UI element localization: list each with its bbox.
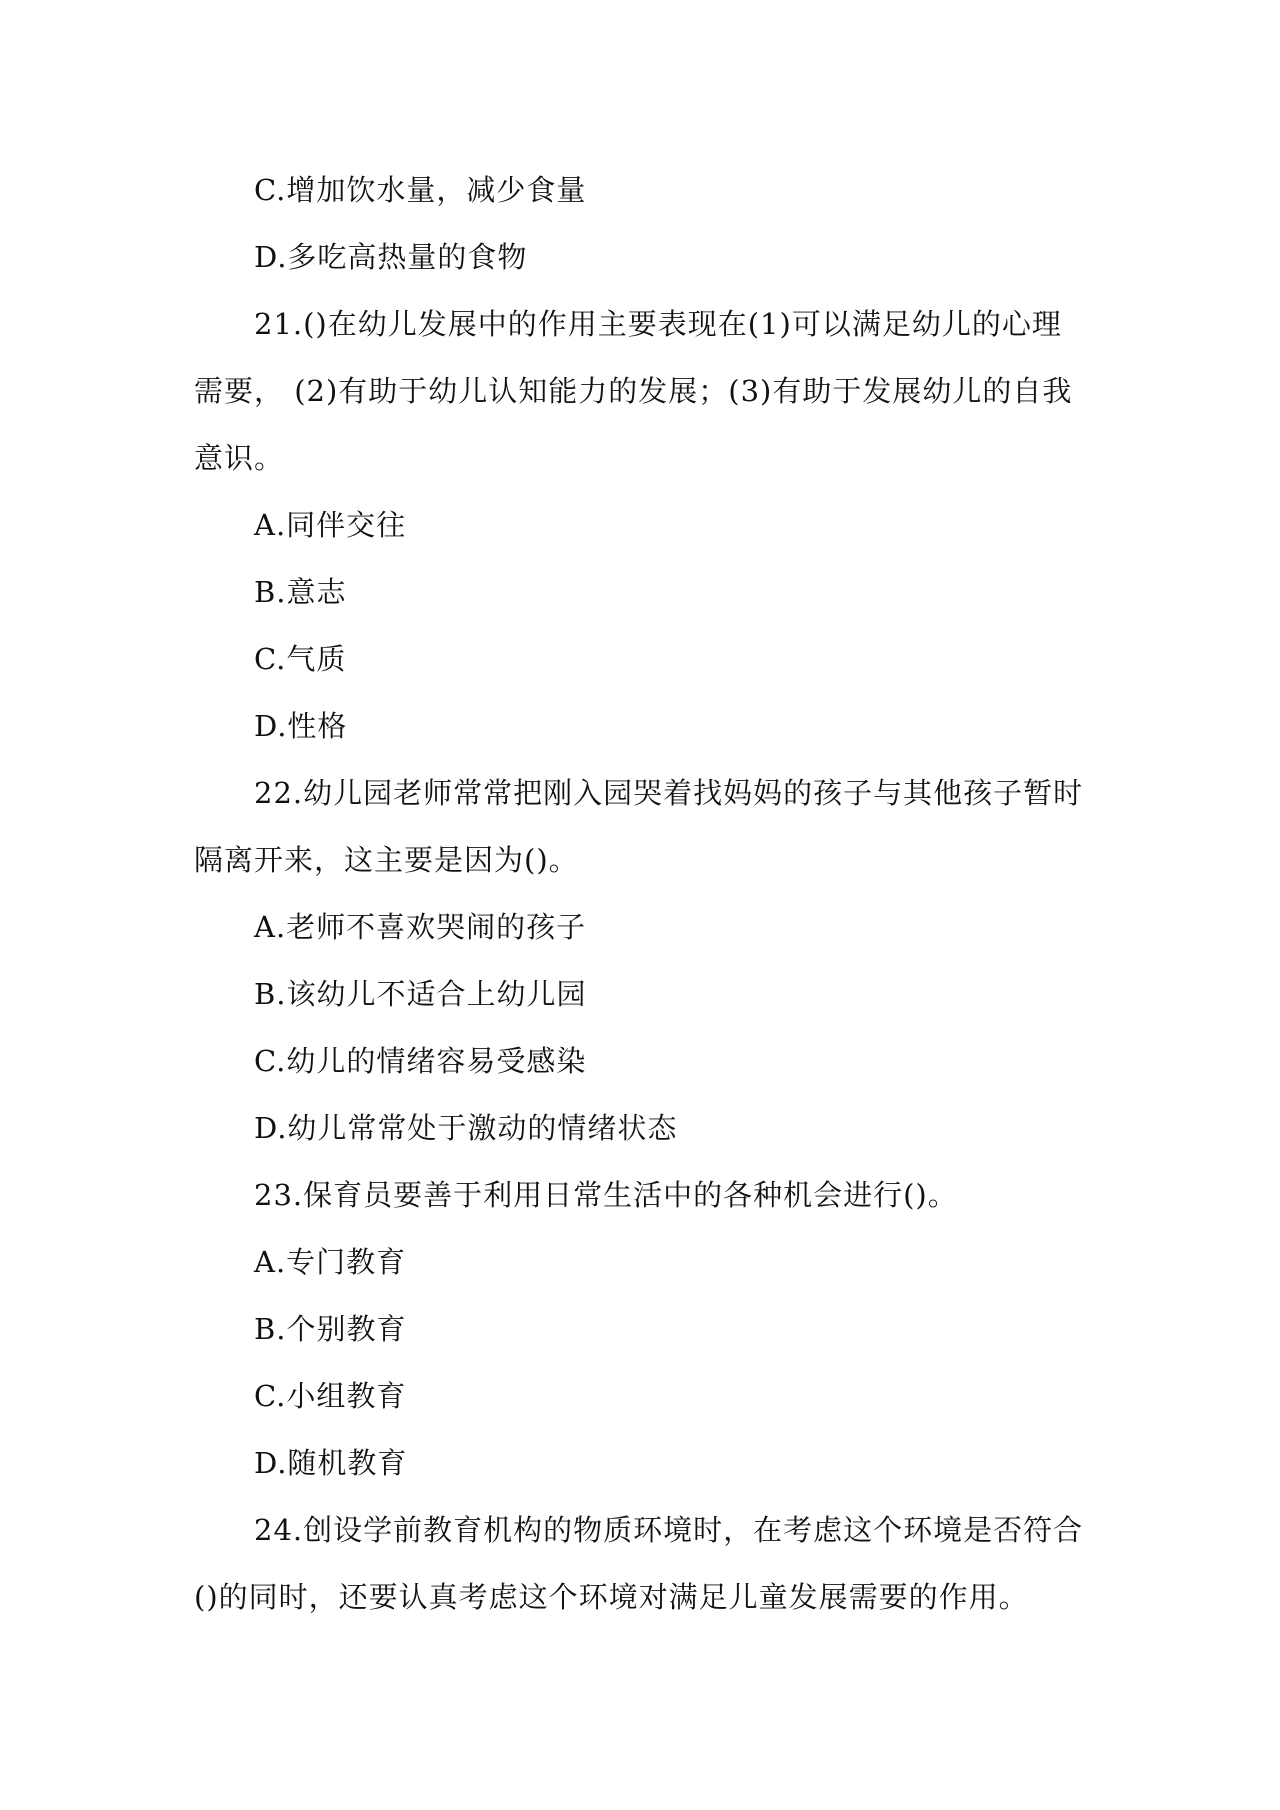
q21-question-line-1: 21.()在幼儿发展中的作用主要表现在(1)可以满足幼儿的心理 <box>254 307 1062 341</box>
q22-option-d: D.幼儿常常处于激动的情绪状态 <box>254 1111 678 1145</box>
q24-question-line-2: ()的同时，还要认真考虑这个环境对满足儿童发展需要的作用。 <box>194 1580 1029 1614</box>
q23-option-c: C.小组教育 <box>254 1379 407 1413</box>
q21-option-b: B.意志 <box>254 575 347 609</box>
q22-question-line-1: 22.幼儿园老师常常把刚入园哭着找妈妈的孩子与其他孩子暂时 <box>254 776 1084 810</box>
q21-question-line-3: 意识。 <box>194 441 285 475</box>
q22-option-c: C.幼儿的情绪容易受感染 <box>254 1044 587 1078</box>
q21-option-d: D.性格 <box>254 709 348 743</box>
q22-option-a: A.老师不喜欢哭闹的孩子 <box>254 910 587 944</box>
q23-option-d: D.随机教育 <box>254 1446 408 1480</box>
q23-question-line-1: 23.保育员要善于利用日常生活中的各种机会进行()。 <box>254 1178 958 1212</box>
q21-option-c: C.气质 <box>254 642 347 676</box>
q23-option-a: A.专门教育 <box>254 1245 407 1279</box>
q21-option-a: A.同伴交往 <box>254 508 407 542</box>
q20-option-c: C.增加饮水量，减少食量 <box>254 173 587 207</box>
q22-option-b: B.该幼儿不适合上幼儿园 <box>254 977 587 1011</box>
q20-option-d: D.多吃高热量的食物 <box>254 240 528 274</box>
q21-question-line-2: 需要， (2)有助于幼儿认知能力的发展；(3)有助于发展幼儿的自我 <box>194 374 1073 408</box>
q24-question-line-1: 24.创设学前教育机构的物质环境时，在考虑这个环境是否符合 <box>254 1513 1084 1547</box>
q23-option-b: B.个别教育 <box>254 1312 407 1346</box>
q22-question-line-2: 隔离开来，这主要是因为()。 <box>194 843 579 877</box>
